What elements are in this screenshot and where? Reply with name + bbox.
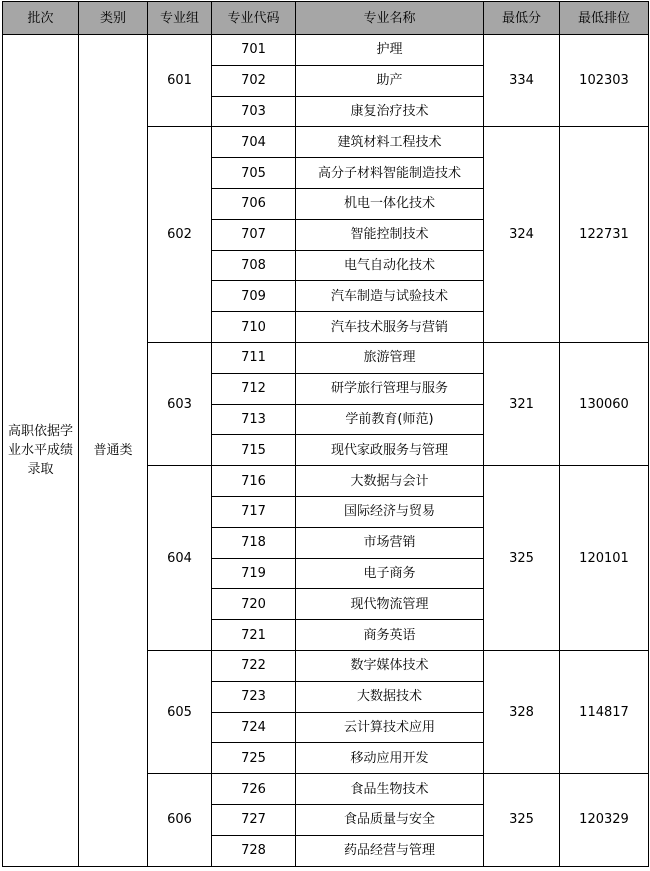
major-code-cell: 722	[212, 650, 296, 681]
major-code-cell: 728	[212, 835, 296, 866]
header-row	[3, 2, 649, 35]
major-code-cell: 721	[212, 620, 296, 651]
major-code-cell: 713	[212, 404, 296, 435]
min-rank-cell: 120101	[560, 466, 649, 651]
major-code-cell: 703	[212, 96, 296, 127]
min-rank-cell: 122731	[560, 127, 649, 343]
major-name-cell: 研学旅行管理与服务	[296, 373, 484, 404]
major-name-cell: 大数据与会计	[296, 466, 484, 497]
major-code-cell: 707	[212, 219, 296, 250]
major-name-cell: 电子商务	[296, 558, 484, 589]
major-name-cell: 护理	[296, 35, 484, 66]
major-code-cell: 724	[212, 712, 296, 743]
major-code-cell: 705	[212, 158, 296, 189]
major-name-cell: 市场营销	[296, 527, 484, 558]
major-name-cell: 药品经营与管理	[296, 835, 484, 866]
major-code-cell: 716	[212, 466, 296, 497]
group-cell: 604	[148, 466, 212, 651]
major-code-cell: 708	[212, 250, 296, 281]
group-cell: 601	[148, 35, 212, 127]
major-name-cell: 智能控制技术	[296, 219, 484, 250]
min-score-cell: 324	[484, 127, 560, 343]
major-code-cell: 726	[212, 774, 296, 805]
group-cell: 602	[148, 127, 212, 343]
major-code-cell: 710	[212, 312, 296, 343]
major-name-cell: 商务英语	[296, 620, 484, 651]
min-rank-cell: 114817	[560, 650, 649, 773]
header-major-name: 专业名称	[296, 2, 484, 35]
admission-score-table	[2, 1, 649, 867]
major-name-cell: 云计算技术应用	[296, 712, 484, 743]
major-name-cell: 汽车技术服务与营销	[296, 312, 484, 343]
min-score-cell: 325	[484, 466, 560, 651]
min-rank-cell: 120329	[560, 774, 649, 866]
major-name-cell: 旅游管理	[296, 342, 484, 373]
major-name-cell: 食品质量与安全	[296, 804, 484, 835]
group-cell: 605	[148, 650, 212, 773]
category-cell: 普通类	[79, 35, 148, 867]
major-code-cell: 720	[212, 589, 296, 620]
header-min-score: 最低分	[484, 2, 560, 35]
major-name-cell: 国际经济与贸易	[296, 496, 484, 527]
major-name-cell: 电气自动化技术	[296, 250, 484, 281]
major-code-cell: 725	[212, 743, 296, 774]
min-score-cell: 328	[484, 650, 560, 773]
major-code-cell: 704	[212, 127, 296, 158]
major-name-cell: 康复治疗技术	[296, 96, 484, 127]
major-code-cell: 702	[212, 65, 296, 96]
min-rank-cell: 102303	[560, 35, 649, 127]
group-cell: 606	[148, 774, 212, 866]
min-score-cell: 321	[484, 342, 560, 465]
major-name-cell: 助产	[296, 65, 484, 96]
header-group: 专业组	[148, 2, 212, 35]
header-major-code: 专业代码	[212, 2, 296, 35]
min-score-cell: 325	[484, 774, 560, 866]
group-cell: 603	[148, 342, 212, 465]
major-code-cell: 723	[212, 681, 296, 712]
table-body	[3, 35, 649, 867]
major-name-cell: 数字媒体技术	[296, 650, 484, 681]
major-name-cell: 食品生物技术	[296, 774, 484, 805]
major-code-cell: 718	[212, 527, 296, 558]
major-code-cell: 706	[212, 188, 296, 219]
major-name-cell: 高分子材料智能制造技术	[296, 158, 484, 189]
major-name-cell: 建筑材料工程技术	[296, 127, 484, 158]
batch-cell: 高职依据学业水平成绩录取	[3, 35, 79, 867]
major-code-cell: 715	[212, 435, 296, 466]
major-code-cell: 719	[212, 558, 296, 589]
major-code-cell: 712	[212, 373, 296, 404]
table-row	[3, 35, 649, 66]
header-batch: 批次	[3, 2, 79, 35]
major-name-cell: 汽车制造与试验技术	[296, 281, 484, 312]
major-code-cell: 701	[212, 35, 296, 66]
min-rank-cell: 130060	[560, 342, 649, 465]
major-name-cell: 现代物流管理	[296, 589, 484, 620]
major-name-cell: 机电一体化技术	[296, 188, 484, 219]
major-name-cell: 现代家政服务与管理	[296, 435, 484, 466]
header-min-rank: 最低排位	[560, 2, 649, 35]
min-score-cell: 334	[484, 35, 560, 127]
major-name-cell: 大数据技术	[296, 681, 484, 712]
major-code-cell: 709	[212, 281, 296, 312]
major-name-cell: 移动应用开发	[296, 743, 484, 774]
major-code-cell: 727	[212, 804, 296, 835]
major-name-cell: 学前教育(师范)	[296, 404, 484, 435]
header-category: 类别	[79, 2, 148, 35]
major-code-cell: 711	[212, 342, 296, 373]
major-code-cell: 717	[212, 496, 296, 527]
